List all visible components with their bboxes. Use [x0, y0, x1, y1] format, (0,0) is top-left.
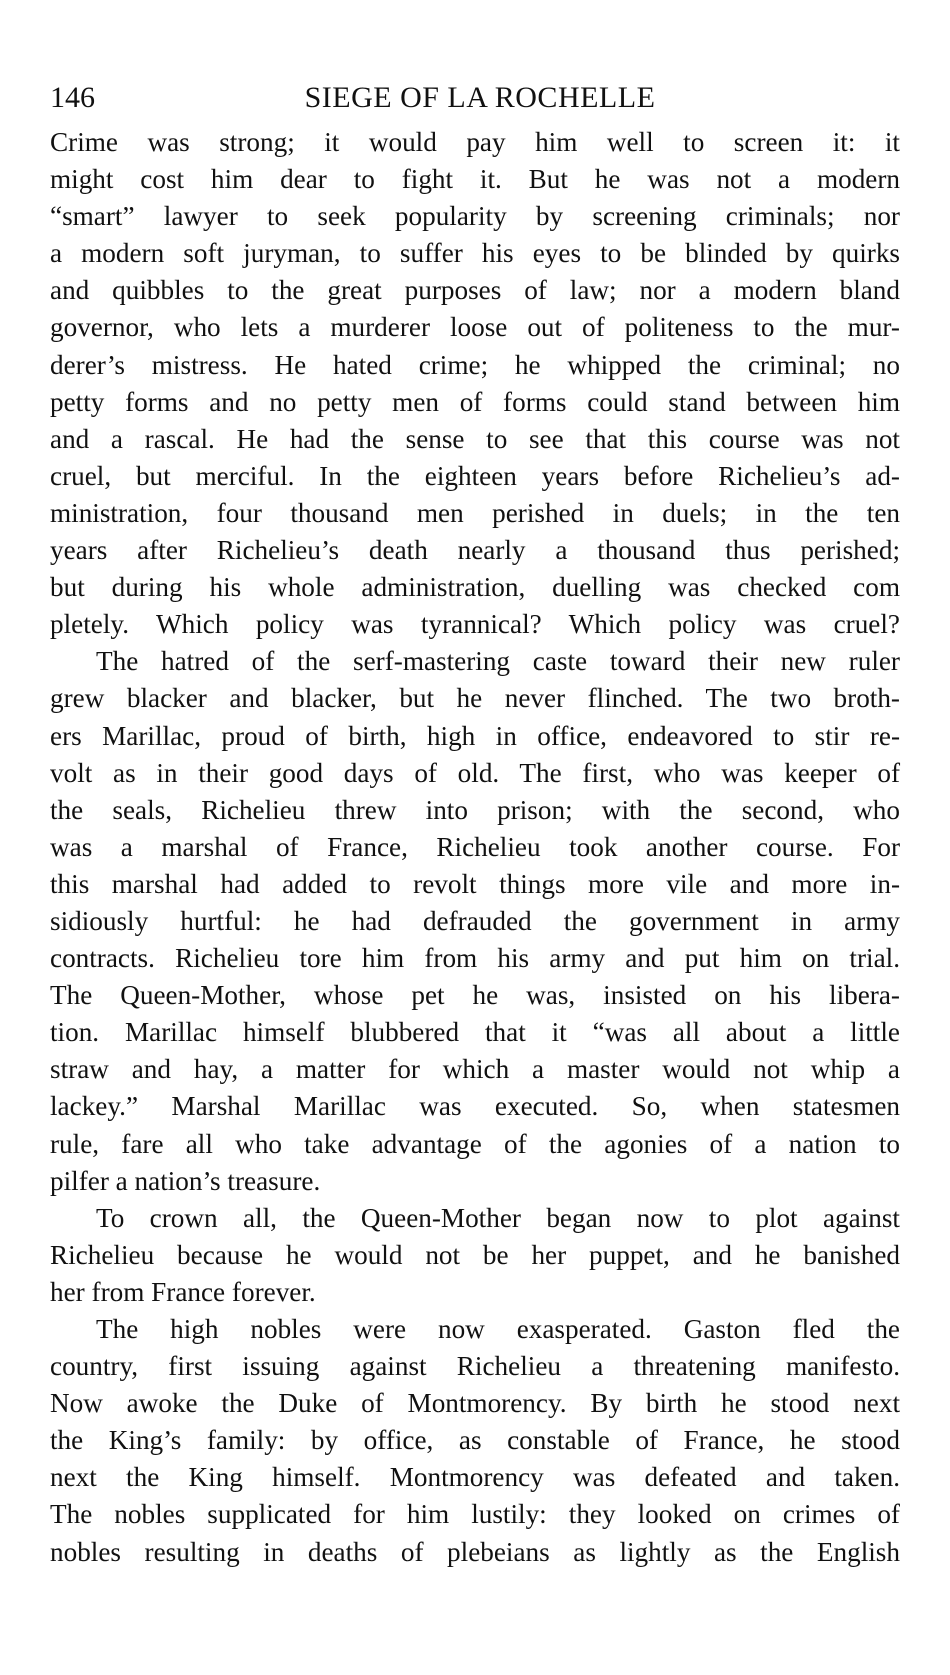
text-line: this marshal had added to revolt things more vile and more in- [50, 868, 900, 899]
text-line: petty forms and no petty men of forms could stand between him [50, 386, 900, 417]
text-line: nobles resulting in deaths of plebeians as lightly as the English [50, 1536, 900, 1567]
paragraph-1 [50, 124, 900, 643]
text-line: pletely. Which policy was tyrannical? Which policy was cruel? [50, 609, 900, 640]
text-line: The Queen-Mother, whose pet he was, insisted on his libera- [50, 980, 900, 1011]
text-line: “smart” lawyer to seek popularity by screening criminals; nor [50, 201, 900, 232]
text-line: The nobles supplicated for him lustily: they looked on crimes of [50, 1499, 900, 1530]
text-line: the seals, Richelieu threw into prison; with the second, who [50, 794, 900, 825]
text-line: Richelieu because he would not be her puppet, and he banished [50, 1239, 900, 1270]
running-head [50, 78, 900, 118]
text-line: lackey.” Marshal Marillac was executed. So, when statesmen [50, 1091, 900, 1122]
text-line: The hatred of the serf-mastering caste toward their new ruler [96, 646, 900, 677]
body-text [50, 124, 900, 1571]
text-line: and a rascal. He had the sense to see that this course was not [50, 423, 900, 454]
text-line: and quibbles to the great purposes of law; nor a modern bland [50, 275, 900, 306]
text-line: contracts. Richelieu tore him from his army and put him on trial. [50, 943, 900, 974]
text-line: her from France forever. [50, 1276, 316, 1307]
text-line: but during his whole administration, duelling was checked com [50, 572, 900, 603]
text-line: rule, fare all who take advantage of the agonies of a nation to [50, 1128, 900, 1159]
text-line: country, first issuing against Richelieu a threatening manifesto. [50, 1351, 900, 1382]
text-line: Crime was strong; it would pay him well to screen it: it [50, 127, 900, 157]
text-line: The high nobles were now exasperated. Gaston fled the [96, 1314, 900, 1344]
paragraph-2 [50, 643, 900, 1199]
text-line: tion. Marillac himself blubbered that it “was all about a little [50, 1017, 900, 1048]
running-title: SIEGE OF LA ROCHELLE [304, 81, 656, 114]
text-line: straw and hay, a matter for which a master would not whip a [50, 1054, 900, 1085]
page-number: 146 [50, 81, 95, 114]
paragraph-3 [50, 1200, 900, 1311]
text-line: pilfer a nation’s treasure. [50, 1165, 321, 1196]
text-line: might cost him dear to fight it. But he was not a modern [50, 164, 900, 195]
text-line: derer’s mistress. He hated crime; he whipped the criminal; no [50, 349, 900, 380]
text-line: years after Richelieu’s death nearly a thousand thus perished; [50, 535, 900, 566]
text-line: a modern soft juryman, to suffer his eyes to be blinded by quirks [50, 238, 900, 269]
text-line: sidiously hurtful: he had defrauded the government in army [50, 905, 900, 936]
text-line: To crown all, the Queen-Mother began now to plot against [96, 1202, 900, 1233]
text-line: grew blacker and blacker, but he never flinched. The two broth- [50, 683, 900, 714]
text-line: next the King himself. Montmorency was defeated and taken. [50, 1462, 900, 1493]
text-line: governor, who lets a murderer loose out of politeness to the mur- [50, 312, 900, 343]
text-line: ers Marillac, proud of birth, high in office, endeavored to stir re- [50, 720, 900, 751]
book-page [50, 78, 900, 1571]
paragraph-4 [50, 1311, 900, 1571]
text-line: Now awoke the Duke of Montmorency. By birth he stood next [50, 1388, 900, 1419]
text-line: the King’s family: by office, as constable of France, he stood [50, 1425, 900, 1456]
text-line: volt as in their good days of old. The first, who was keeper of [50, 757, 900, 788]
text-line: was a marshal of France, Richelieu took another course. For [50, 831, 900, 862]
text-line: cruel, but merciful. In the eighteen years before Richelieu’s ad- [50, 460, 900, 491]
text-line: ministration, four thousand men perished in duels; in the ten [50, 497, 900, 528]
